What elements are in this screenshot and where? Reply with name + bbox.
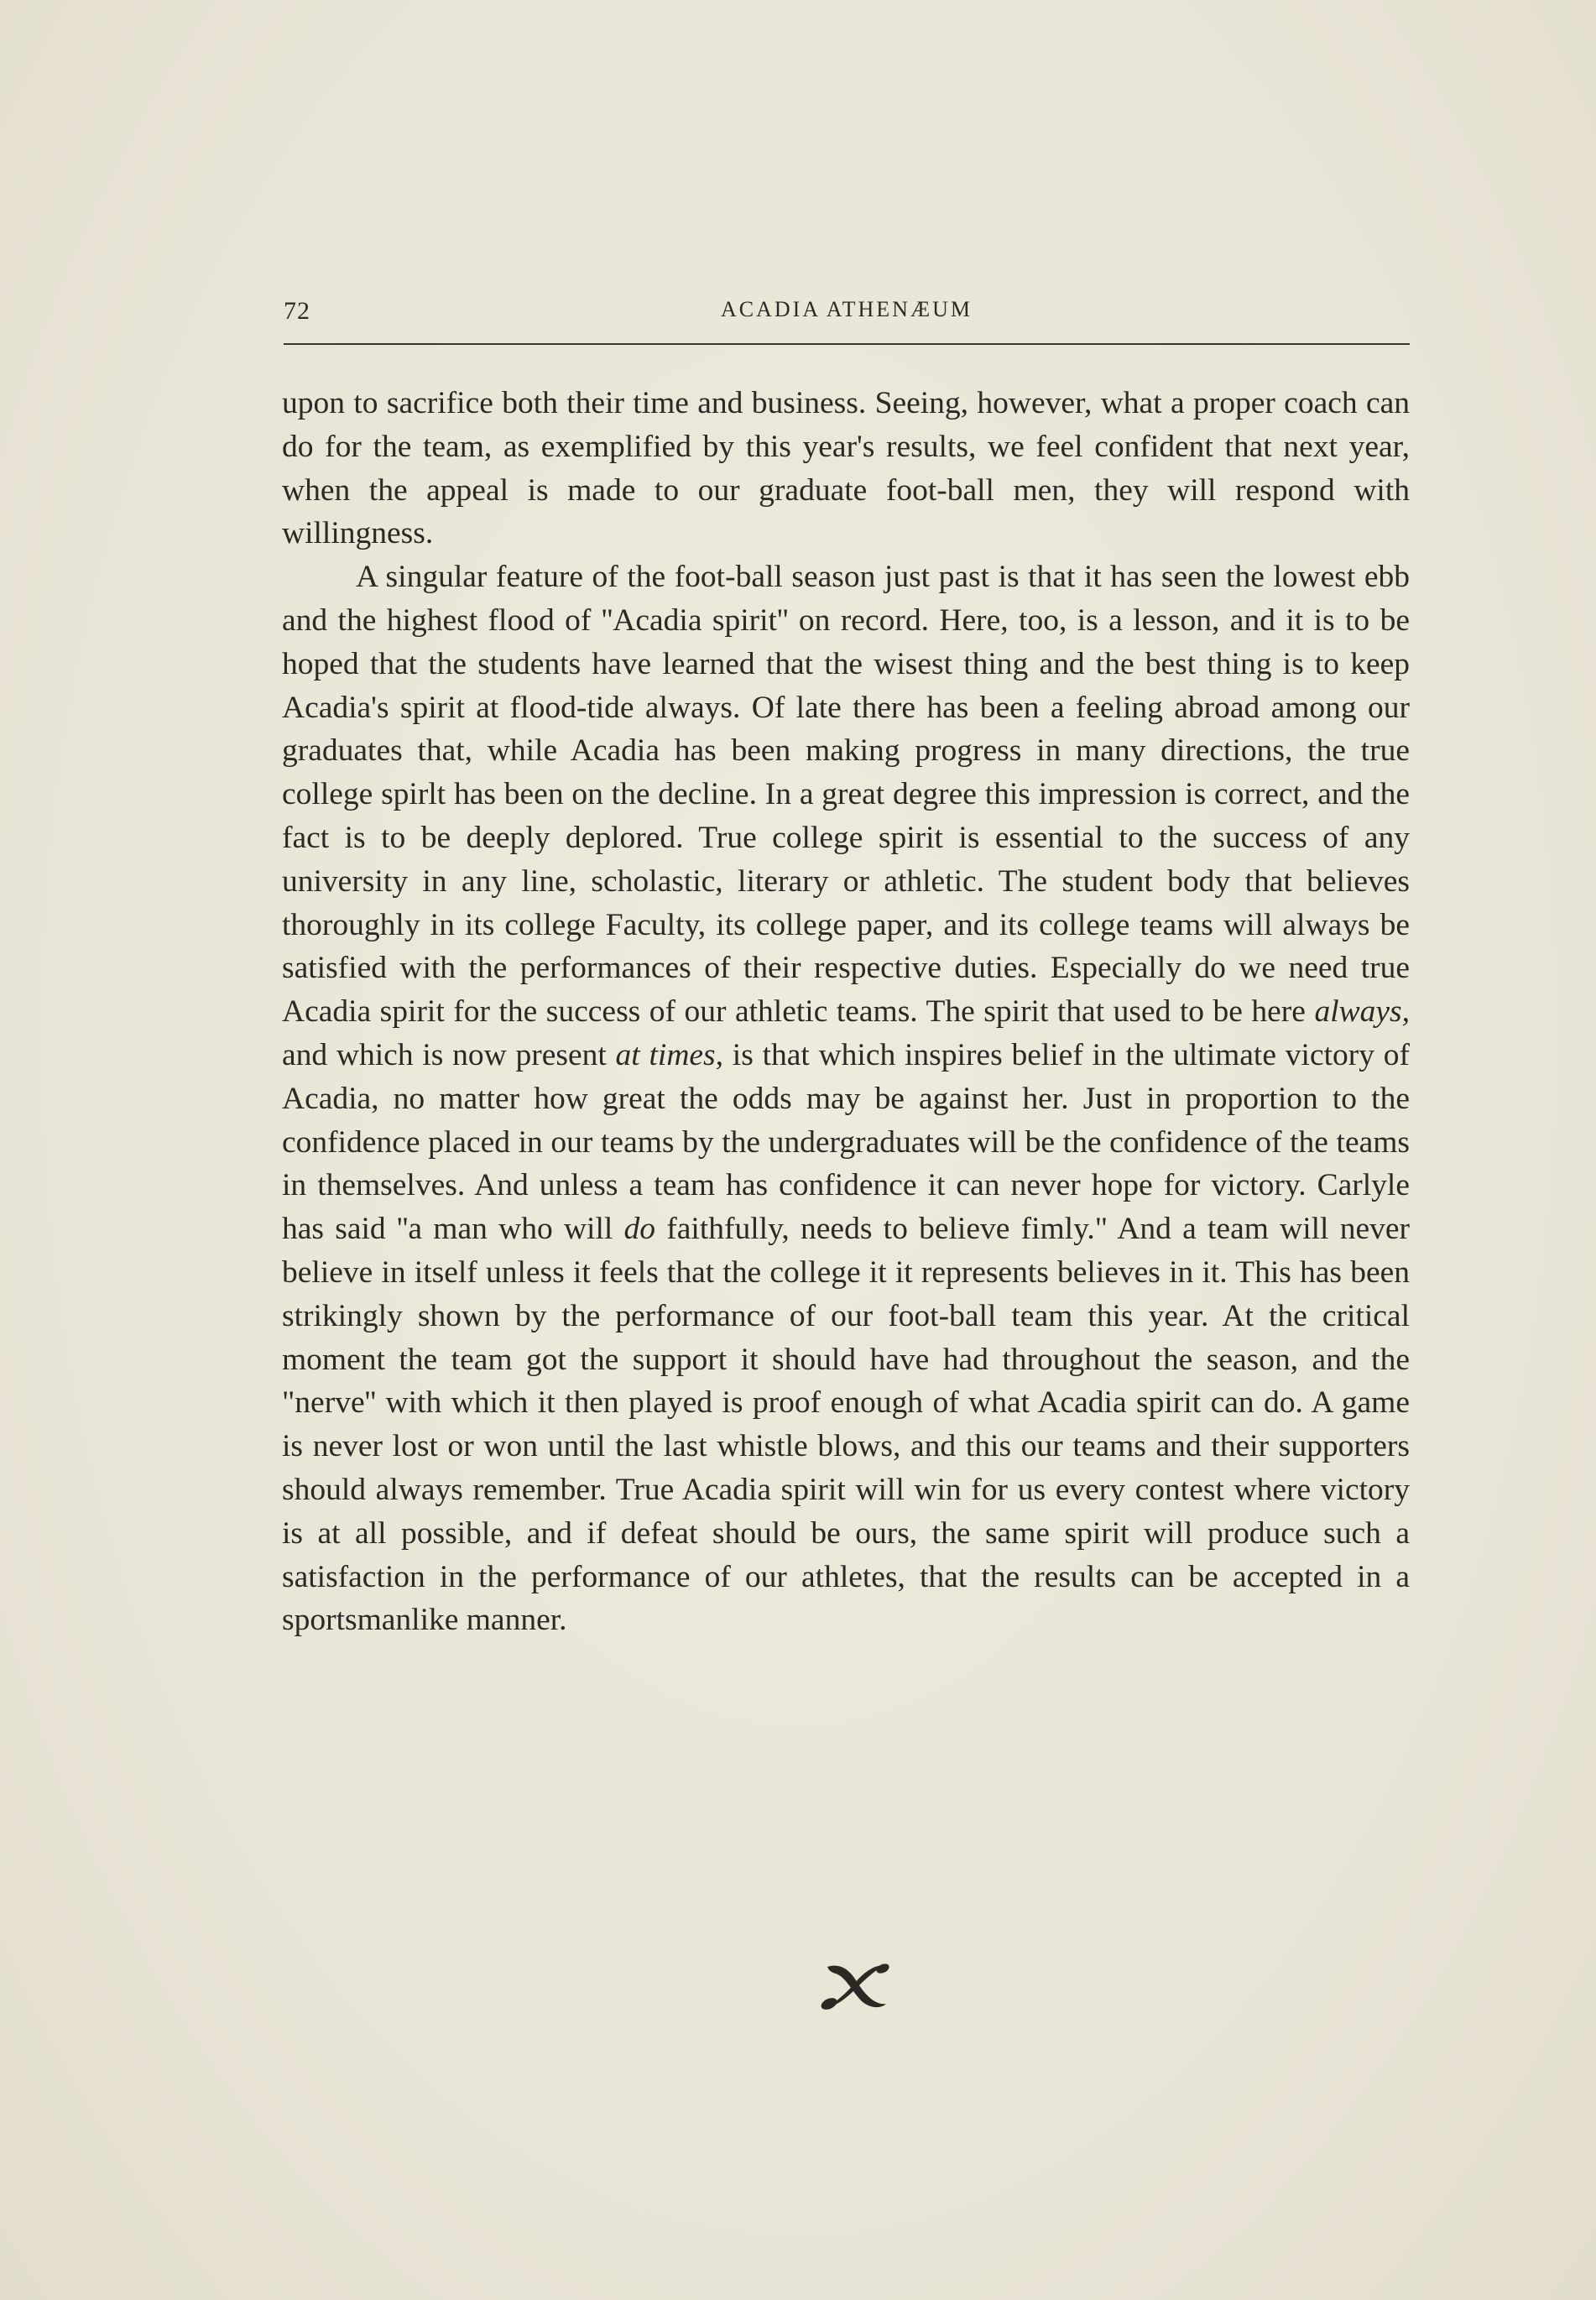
page-header xyxy=(284,297,1410,342)
emphasis-at-times: at times, xyxy=(615,1037,724,1072)
paragraph-2-text-c: is that which inspires belief in the ultimate victory of Acadia, no matter how great the odds may be against her. Just in proportion to the confidence placed in our teams by the undergraduates will be the confidence of the teams in themselves. And unless a team has confidence it can never hope for victory. Carlyle has said ''a man who will xyxy=(282,1037,1411,1247)
x-fleuron-icon xyxy=(814,1957,898,2016)
paragraph-2-text-a: A singular feature of the foot-ball season just past is that it has seen the lowest ebb and the highest flood of ''Acadia spirit'' on record. Here, too, is a lesson, and it is to be hoped that the students have learned that the wisest thing and the best thing is to keep Acadia's spirit at flood-tide always. Of late there has been a feeling abroad among our graduates that, while Acadia has been making progress in many directions, the true college spirlt has been on the decline. In a great degree this impression is correct, and the fact is to be deeply deplored. True college spirit is essential to the success of any university in any line, scholastic, literary or athletic. The student body that believes thoroughly in its college Faculty, its college paper, and its college teams will always be satisfied with the performances of their respective duties. Especially do we need true Acadia spirit for the success of our athletic teams. The spirit that used to be here xyxy=(282,560,1410,1030)
running-head: ACADIA ATHENÆUM xyxy=(721,297,973,321)
article-body xyxy=(282,382,1410,1642)
paragraph-2-text-b: and which is now present xyxy=(282,1037,616,1072)
emphasis-always: always, xyxy=(1314,994,1410,1030)
paragraph-2-text-d: faithfully, needs to believe fimly." And a team will never believe in itself unless it feels that the college it it represents believes in it. This has been strikingly shown by the performance of our foot-ball team this year. At the critical moment the team got the support it should have had throughout the season, and the "nerve'' with which it then played is proof enough of what Acadia spirit can do. A game is never lost or won until the last whistle blows, and this our teams and their supporters should always remember. True Acadia spirit will win for us every contest where victory is at all possible, and if defeat should be ours, the same spirit will produce such a satisfaction in the performance of our athletes, that the results can be accepted in a sportsmanlike manner. xyxy=(282,1212,1410,1638)
page-number: 72 xyxy=(284,297,310,325)
paragraph-2 xyxy=(282,555,1410,1642)
paragraph-1-text: upon to sacrifice both their time and business. Seeing, however, what a proper coach can do for the team, as exemplified by this year's results, we feel confident that next year, when the appeal is made to our graduate foot-ball men, they will respond with willingness. xyxy=(282,386,1410,551)
header-rule xyxy=(284,343,1410,345)
emphasis-do: do xyxy=(623,1212,656,1247)
paragraph-1 xyxy=(282,382,1410,555)
